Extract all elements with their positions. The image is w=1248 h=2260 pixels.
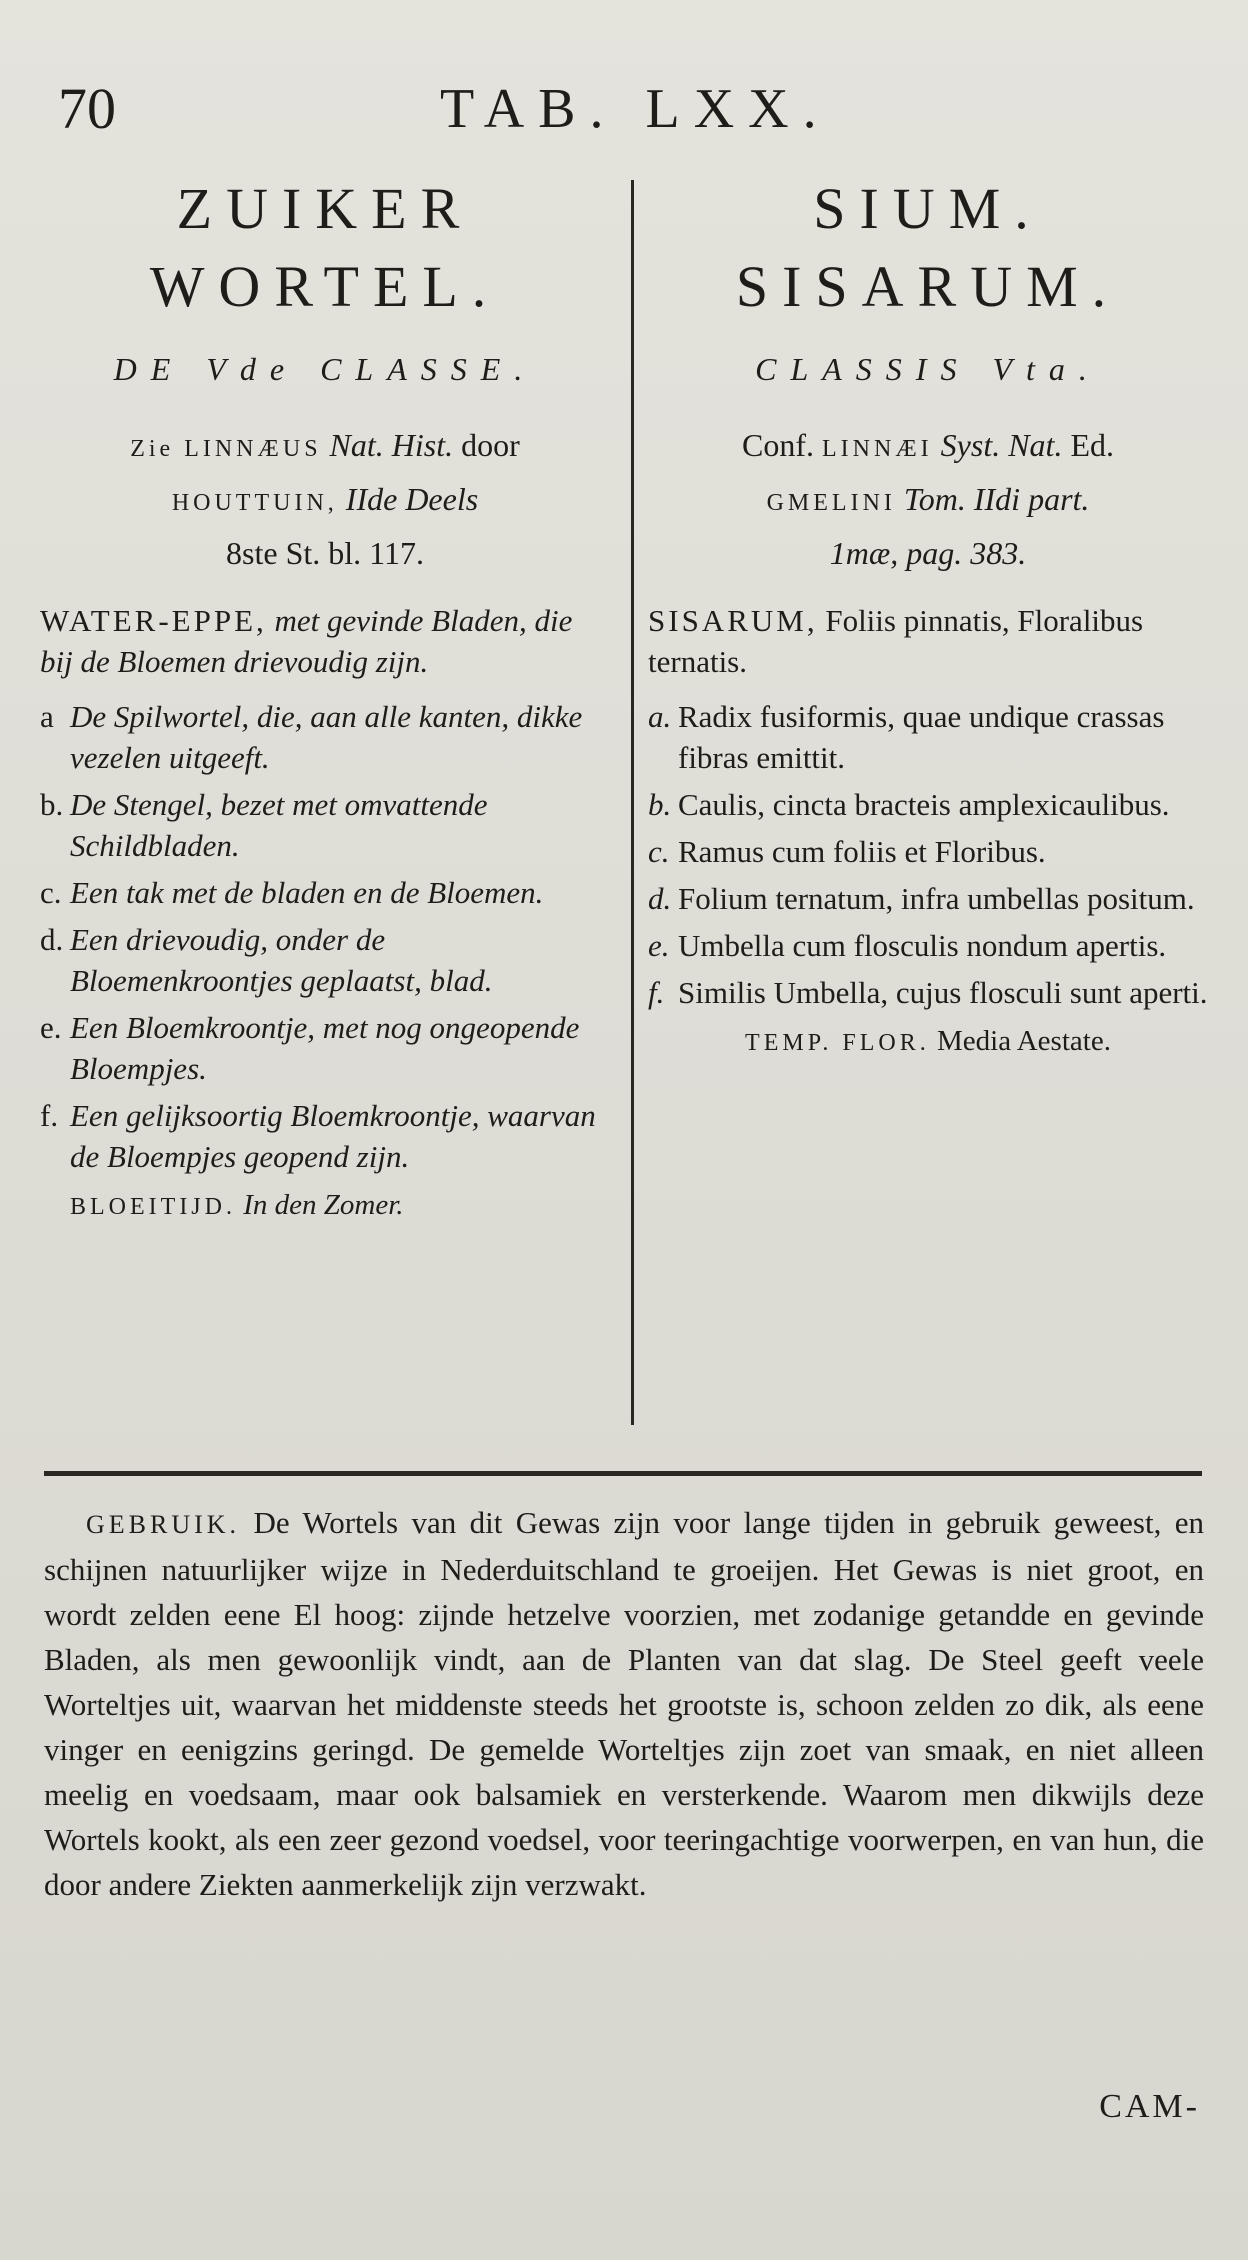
list-item [40,696,610,778]
dutch-title-line1: ZUIKER [176,176,474,241]
item-text: Similis Umbella, cujus flosculi sunt aperti. [678,975,1208,1010]
ref-author: Zie LINNÆUS [130,436,322,462]
dutch-description [40,600,610,682]
latin-title-line2: SISARUM. [735,254,1121,319]
latin-title-line1: SIUM. [813,176,1043,241]
dutch-item-list [40,696,610,1177]
item-marker: a. [648,699,672,734]
list-item [40,872,610,913]
ref-volume: IIde Deels [345,481,479,517]
latin-plant-name: SISARUM, [648,603,818,638]
list-item [40,784,610,866]
list-item [40,1095,610,1177]
item-text: Een tak met de bladen en de Bloemen. [70,875,544,910]
usage-paragraph [44,1500,1204,1907]
item-marker: c. [648,834,670,869]
item-marker: e. [40,1010,62,1045]
dutch-plant-name: WATER-EPPE, [40,603,267,638]
item-text: Een Bloemkroontje, met nog ongeopende Bloempjes. [70,1010,580,1086]
latin-column [648,170,1208,1065]
item-text: Een drievoudig, onder de Bloemenkroontjes geplaatst, blad. [70,922,493,998]
dutch-reference [40,420,610,578]
page-header [0,74,1248,144]
item-text: De Spilwortel, die, aan alle kanten, dikke vezelen uitgeeft. [70,699,583,775]
list-item [648,696,1208,778]
dutch-description-text: met gevinde Bladen, die bij de Bloemen drievoudig zijn. [40,603,573,679]
list-item [648,925,1208,966]
item-text: Folium ternatum, infra umbellas positum. [678,881,1195,916]
item-marker: b. [648,787,672,822]
list-item [40,919,610,1001]
item-marker: f. [40,1098,59,1133]
usage-text: De Wortels van dit Gewas zijn voor lange tijden in gebruik geweest, en schijnen natuurlijker wijze in Nederduitschland te groeijen. Het Gewas is niet groot, en wordt zelden eene El hoog: zijnde hetzelve voorzien, met zodanige getandde en gevinde Bladen, als men gewoonlijk vindt, aan de Planten van dat slag. De Steel geeft veele Worteltjes uit, waarvan het middenste steeds het grootste is, schoon zelden zo dik, als eene vinger en eenigzins geringd. De gemelde Worteltjes zijn zoet van smaak, en niet alleen meelig en voedsaam, maar ook balsamiek en versterkende. Waarom men dikwijls deze Wortels kookt, als een zeer gezond voedsel, voor teeringachtige voorwerpen, en van hun, die door andere Ziekten aanmerkelijk zijn verzwakt. [44,1505,1205,1902]
latin-description [648,600,1208,682]
dutch-column [40,170,610,1229]
item-marker: b. [40,787,64,822]
latin-item-list [648,696,1208,1013]
ref-page: 8ste St. bl. 117. [226,535,424,571]
ref-volume: Tom. IIdi part. [903,481,1090,517]
dutch-class-line: DE Vde CLASSE. [113,351,537,387]
ref-conf: Conf. [742,427,814,463]
list-item [648,784,1208,825]
item-text: De Stengel, bezet met omvattende Schildbladen. [70,787,488,863]
ref-work: Nat. Hist. [329,427,454,463]
running-head: TAB. LXX. [440,78,831,140]
flowering-value: Media Aestate. [937,1025,1111,1057]
flowering-label: BLOEITIJD. [70,1194,236,1220]
catchword: CAM- [1099,2088,1200,2125]
item-text: Ramus cum foliis et Floribus. [678,834,1046,869]
list-item [648,972,1208,1013]
section-divider [44,1471,1202,1476]
ref-translator: HOUTTUIN, [171,490,338,516]
latin-class-line: CLASSIS Vta. [755,351,1101,387]
item-text: Een gelijksoortig Bloemkroontje, waarvan de Bloempjes geopend zijn. [70,1098,596,1174]
item-marker: e. [648,928,670,963]
item-marker: d. [40,922,64,957]
ref-author: LINNÆI [822,436,933,462]
ref-edition: Ed. [1070,427,1114,463]
page-number: 70 [58,76,116,141]
column-divider [631,180,634,1425]
ref-page: 1mæ, pag. 383. [829,535,1027,571]
dutch-flowering-time [40,1183,610,1229]
flowering-value: In den Zomer. [243,1189,404,1221]
item-marker: d. [648,881,672,916]
item-text: Umbella cum flosculis nondum apertis. [678,928,1167,963]
item-marker: f. [648,975,665,1010]
dutch-title-line2: WORTEL. [149,254,501,319]
ref-door: door [461,427,520,463]
latin-flowering-time [648,1019,1208,1065]
item-text: Radix fusiformis, quae undique crassas fibras emittit. [678,699,1165,775]
latin-reference [648,420,1208,578]
list-item [648,878,1208,919]
item-text: Caulis, cincta bracteis amplexicaulibus. [678,787,1170,822]
ref-editor: GMELINI [766,490,896,516]
item-marker: c. [40,875,62,910]
latin-description-text: Foliis pinnatis, Floralibus ternatis. [648,603,1144,679]
usage-heading: GEBRUIK. [86,1510,241,1539]
list-item [40,1007,610,1089]
flowering-label: TEMP. FLOR. [745,1030,930,1056]
item-marker: a [40,699,54,734]
ref-work: Syst. Nat. [940,427,1063,463]
list-item [648,831,1208,872]
